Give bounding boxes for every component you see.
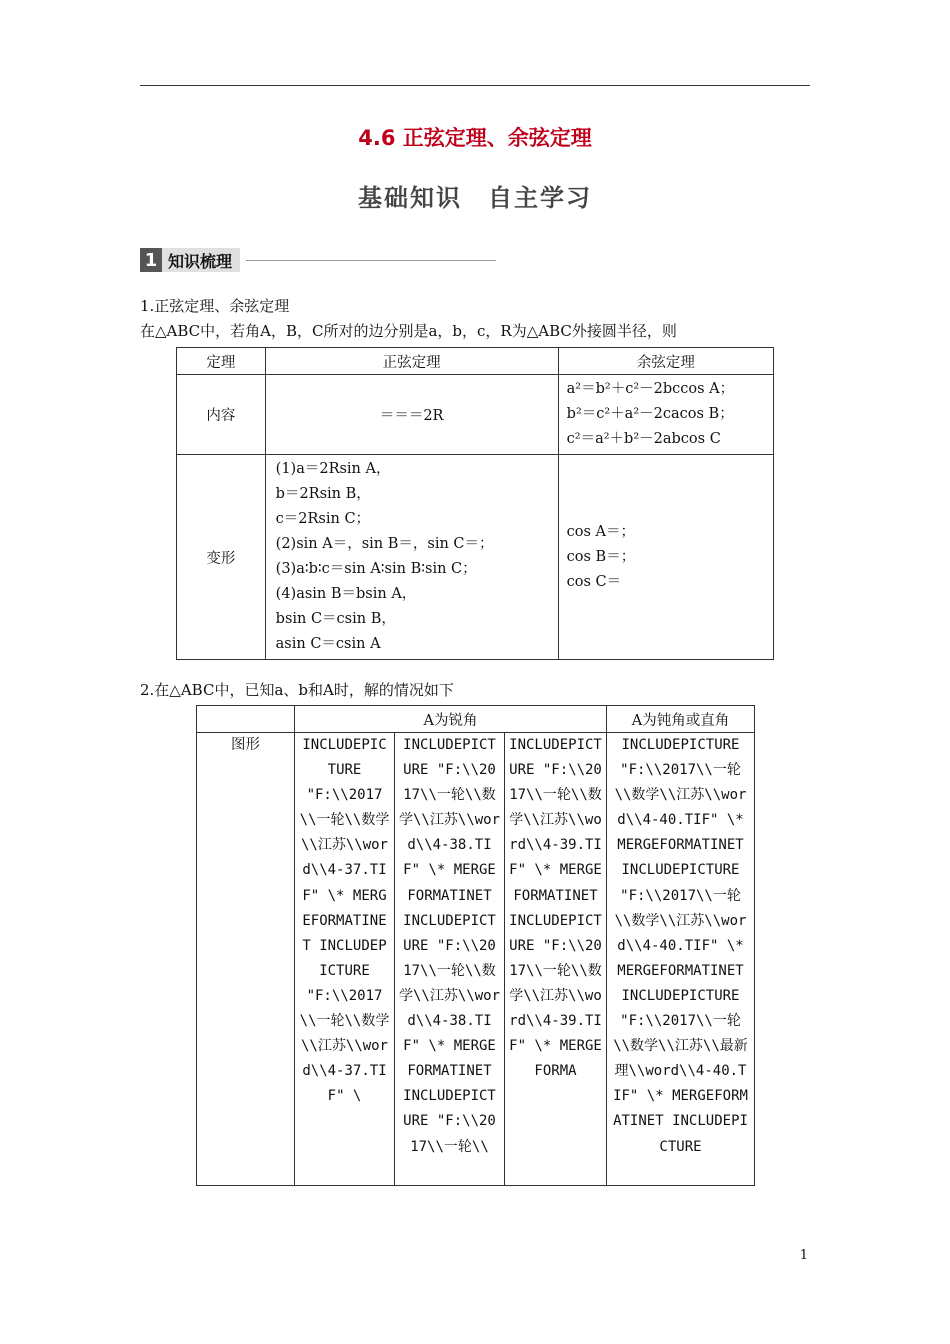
cosine-line-1: a²＝b²＋c²－2bccos A； xyxy=(566,381,735,397)
table2-header-row xyxy=(197,706,755,733)
paragraph-1: 1.正弦定理、余弦定理 xyxy=(140,297,290,315)
cosine-variant: cos A＝； xyxy=(566,523,636,540)
figure-code-3: INCLUDEPICTURE "F:\\2017\\一轮\\数学\\江苏\\word\\4-39.TIF" \* MERGEFORMATINET INCLUDEPICTURE "F:\\2017\\一轮\\数学\\江苏\\word\\4-39.TIF" \* MERGEFORMA xyxy=(509,737,602,1080)
sine-variant: c＝2Rsin C； xyxy=(275,511,371,527)
header-sine: 正弦定理 xyxy=(265,348,558,375)
figure-code-1: INCLUDEPICTURE "F:\\2017\\一轮\\数学\\江苏\\word\\4-37.TIF" \* MERGEFORMATINET INCLUDEPICTURE "F:\\2017\\一轮\\数学\\江苏\\word\\4-37.TIF" \ xyxy=(299,737,390,1105)
table-row-content xyxy=(177,375,774,455)
table2-figure-row xyxy=(197,733,755,1186)
theorem-table xyxy=(176,347,774,660)
table2-header-empty xyxy=(197,706,295,733)
sine-variant: (4)asin B＝bsin A， xyxy=(275,586,417,602)
row-label-figure xyxy=(197,733,295,1186)
section-header xyxy=(140,248,496,272)
row-label-content: 内容 xyxy=(177,375,266,455)
sine-variants-cell xyxy=(265,455,558,660)
cosine-variant: cos C＝ xyxy=(566,573,622,590)
sine-content: ＝＝＝2R xyxy=(265,375,558,455)
figure-code-4: INCLUDEPICTURE "F:\\2017\\一轮\\数学\\江苏\\word\\4-40.TIF" \* MERGEFORMATINET INCLUDEPICTURE "F:\\2017\\一轮\\数学\\江苏\\word\\4-40.TIF" \* MERGEFORMATINET INCLUDEPICTURE "F:\\2017\\一轮\\数学\\江苏\\最新理\\word\\4-40.TIF" \* MERGEFORMATINET INCLUDEPICTURE xyxy=(613,737,748,1155)
sine-variant: b＝2Rsin B， xyxy=(275,486,371,502)
figure-cell-1 xyxy=(295,733,395,1186)
row-label-variants: 变形 xyxy=(177,455,266,660)
section-number: 1 xyxy=(140,248,162,272)
cosine-variant: cos B＝； xyxy=(566,548,636,565)
figure-cell-2 xyxy=(395,733,505,1186)
paragraph-1-sub: 在△ABC中，若角A，B，C所对的边分别是a，b，c，R为△ABC外接圆半径，则 xyxy=(140,322,677,340)
sine-variant: (2)sin A＝，sin B＝，sin C＝； xyxy=(275,536,494,552)
table-header-row xyxy=(177,348,774,375)
cosine-content-cell xyxy=(558,375,773,455)
cosine-line-3: c²＝a²＋b²－2abcos C xyxy=(566,431,721,447)
sine-variant: asin C＝csin A xyxy=(275,636,381,652)
figure-code-2: INCLUDEPICTURE "F:\\2017\\一轮\\数学\\江苏\\word\\4-38.TIF" \* MERGEFORMATINET INCLUDEPICTURE "F:\\2017\\一轮\\数学\\江苏\\word\\4-38.TIF" \* MERGEFORMATINET INCLUDEPICTURE "F:\\2017\\一轮\\ xyxy=(399,737,501,1155)
paragraph-2: 2.在△ABC中，已知a、b和A时，解的情况如下 xyxy=(140,681,454,699)
header-rule xyxy=(140,85,810,86)
page-title: 4.6 正弦定理、余弦定理 xyxy=(358,126,592,150)
page-number: 1 xyxy=(799,1248,808,1263)
header-cosine: 余弦定理 xyxy=(558,348,773,375)
page-subtitle: 基础知识 自主学习 xyxy=(358,184,592,212)
figure-cell-4 xyxy=(607,733,755,1186)
section-label: 知识梳理 xyxy=(162,248,240,272)
sine-variant: (3)a∶b∶c＝sin A∶sin B∶sin C； xyxy=(275,561,477,577)
header-acute: A为锐角 xyxy=(295,706,607,733)
table-row-variants xyxy=(177,455,774,660)
figure-label: 图形 xyxy=(231,737,260,753)
cosine-variants-cell xyxy=(558,455,773,660)
sine-variant: (1)a＝2Rsin A， xyxy=(275,461,391,477)
header-theorem: 定理 xyxy=(177,348,266,375)
solutions-table xyxy=(196,705,755,1186)
section-divider xyxy=(246,260,496,261)
header-obtuse: A为钝角或直角 xyxy=(607,706,755,733)
figure-cell-3 xyxy=(505,733,607,1186)
sine-variant: bsin C＝csin B， xyxy=(275,611,396,627)
cosine-line-2: b²＝c²＋a²－2cacos B； xyxy=(566,406,734,422)
